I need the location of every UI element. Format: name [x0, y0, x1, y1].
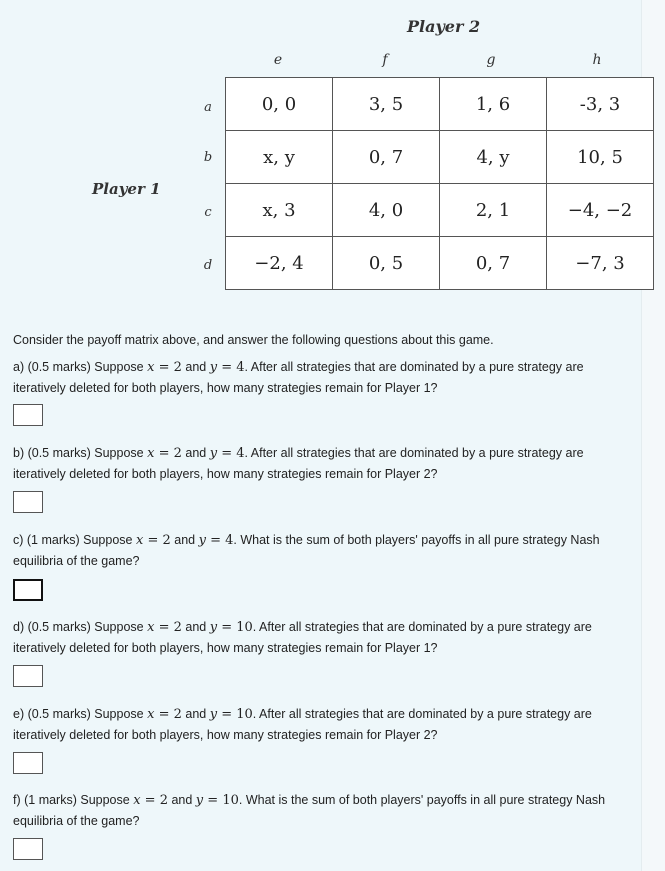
question-d: d) (0.5 marks) Suppose x = 2 and y = 10. After all strategies that are dominated by a pure strategy are iteratively deleted for both players, how many strategies remain for Player 1?	[13, 620, 592, 655]
payoff-matrix	[225, 77, 654, 290]
matrix-row-c	[226, 184, 654, 237]
question-e: e) (0.5 marks) Suppose x = 2 and y = 10. After all strategies that are dominated by a pure strategy are iteratively deleted for both players, how many strategies remain for Player 2?	[13, 707, 592, 742]
matrix-row-a	[226, 78, 654, 131]
row-label-c: c	[204, 205, 212, 220]
intro-text: Consider the payoff matrix above, and answer the following questions about this game.	[13, 333, 494, 347]
matrix-cell: -3, 3	[547, 78, 654, 131]
matrix-cell: 1, 6	[440, 78, 547, 131]
matrix-cell: 0, 5	[333, 237, 440, 290]
player1-label: Player 1	[92, 180, 161, 198]
answer-input-c[interactable]	[13, 579, 43, 601]
question-c: c) (1 marks) Suppose x = 2 and y = 4. What is the sum of both players' payoffs in all pure strategy Nash equilibria of the game?	[13, 533, 600, 568]
col-label-g: g	[486, 52, 496, 68]
matrix-cell: 10, 5	[547, 131, 654, 184]
answer-input-b[interactable]	[13, 491, 43, 513]
row-label-b: b	[203, 150, 213, 165]
row-label-d: d	[203, 258, 213, 273]
col-label-h: h	[592, 52, 602, 68]
player2-label: Player 2	[407, 17, 481, 36]
col-label-e: e	[273, 52, 283, 68]
answer-input-e[interactable]	[13, 752, 43, 774]
answer-input-a[interactable]	[13, 404, 43, 426]
answer-input-f[interactable]	[13, 838, 43, 860]
matrix-cell: 4, y	[440, 131, 547, 184]
matrix-row-d	[226, 237, 654, 290]
question-b: b) (0.5 marks) Suppose x = 2 and y = 4. After all strategies that are dominated by a pure strategy are iteratively deleted for both players, how many strategies remain for Player 2?	[13, 446, 584, 481]
matrix-cell: −4, −2	[547, 184, 654, 237]
question-a: a) (0.5 marks) Suppose x = 2 and y = 4. After all strategies that are dominated by a pure strategy are iteratively deleted for both players, how many strategies remain for Player 1?	[13, 360, 584, 395]
matrix-cell: 3, 5	[333, 78, 440, 131]
matrix-row-b	[226, 131, 654, 184]
col-label-f: f	[382, 52, 388, 68]
matrix-cell: 2, 1	[440, 184, 547, 237]
matrix-cell: 0, 7	[333, 131, 440, 184]
matrix-cell: x, y	[226, 131, 333, 184]
matrix-cell: 0, 7	[440, 237, 547, 290]
matrix-cell: −7, 3	[547, 237, 654, 290]
matrix-cell: 0, 0	[226, 78, 333, 131]
answer-input-d[interactable]	[13, 665, 43, 687]
matrix-cell: x, 3	[226, 184, 333, 237]
matrix-cell: 4, 0	[333, 184, 440, 237]
row-label-a: a	[204, 100, 212, 115]
matrix-cell: −2, 4	[226, 237, 333, 290]
question-f: f) (1 marks) Suppose x = 2 and y = 10. What is the sum of both players' payoffs in all pure strategy Nash equilibria of the game?	[13, 793, 606, 828]
